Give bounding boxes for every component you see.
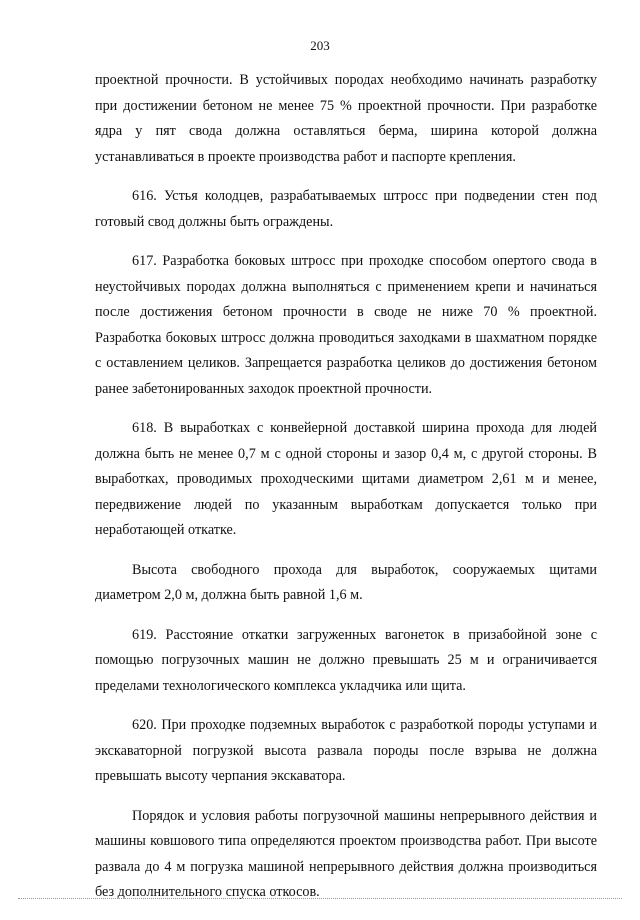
paragraph-618-continued: Высота свободного прохода для выработок, сооружаемых щитами диаметром 2,0 м, должна быть равной 1,6 м.: [95, 561, 597, 603]
document-body: [95, 68, 597, 920]
page-number: 203: [310, 38, 330, 53]
paragraph-continuation: проектной прочности. В устойчивых породах необходимо начинать разработку при достижении бетоном не менее 75 % проектной прочности. При разработке ядра у пят свода должна оставляться берма, ширина которой должна устанавливаться в проекте производства работ и паспорте крепления.: [95, 72, 597, 165]
paragraph-620-continued: Порядок и условия работы погрузочной машины непрерывного действия и машины ковшового типа определяются проектом производства работ. При высоте развала до 4 м погрузка машиной непрерывного действия должна производиться без дополнительного спуска откосов.: [95, 807, 597, 900]
paragraph-617: 617. Разработка боковых штросс при проходке способом опертого свода в неустойчивых породах должна выполняться с применением крепи и начинаться после достижения бетоном прочности в своде не ниже 70 % проектной. Разработка боковых штросс должна проводиться заходками в шахматном порядке с оставлением целиков. Запрещается разработка целиков до достижения бетоном ранее забетонированных заходок проектной прочности.: [95, 253, 597, 397]
paragraph-618: 618. В выработках с конвейерной доставкой ширина прохода для людей должна быть не менее 0,7 м с одной стороны и зазор 0,4 м, с другой стороны. В выработках, проводимых проходческими щитами диаметром 2,61 м и менее, передвижение людей по указанным выработкам допускается только при неработающей откатке.: [95, 420, 597, 538]
scan-bottom-edge: [18, 898, 622, 899]
paragraph-620: 620. При проходке подземных выработок с разработкой породы уступами и экскаваторной погрузкой высота развала породы после взрыва не должна превышать высоту черпания экскаватора.: [95, 717, 597, 784]
paragraph-616: 616. Устья колодцев, разрабатываемых штросс при подведении стен под готовый свод должны быть ограждены.: [95, 188, 597, 230]
paragraph-619: 619. Расстояние откатки загруженных вагонеток в призабойной зоне с помощью погрузочных машин не должно превышать 25 м и ограничивается пределами технологического комплекса укладчика или щита.: [95, 626, 597, 694]
